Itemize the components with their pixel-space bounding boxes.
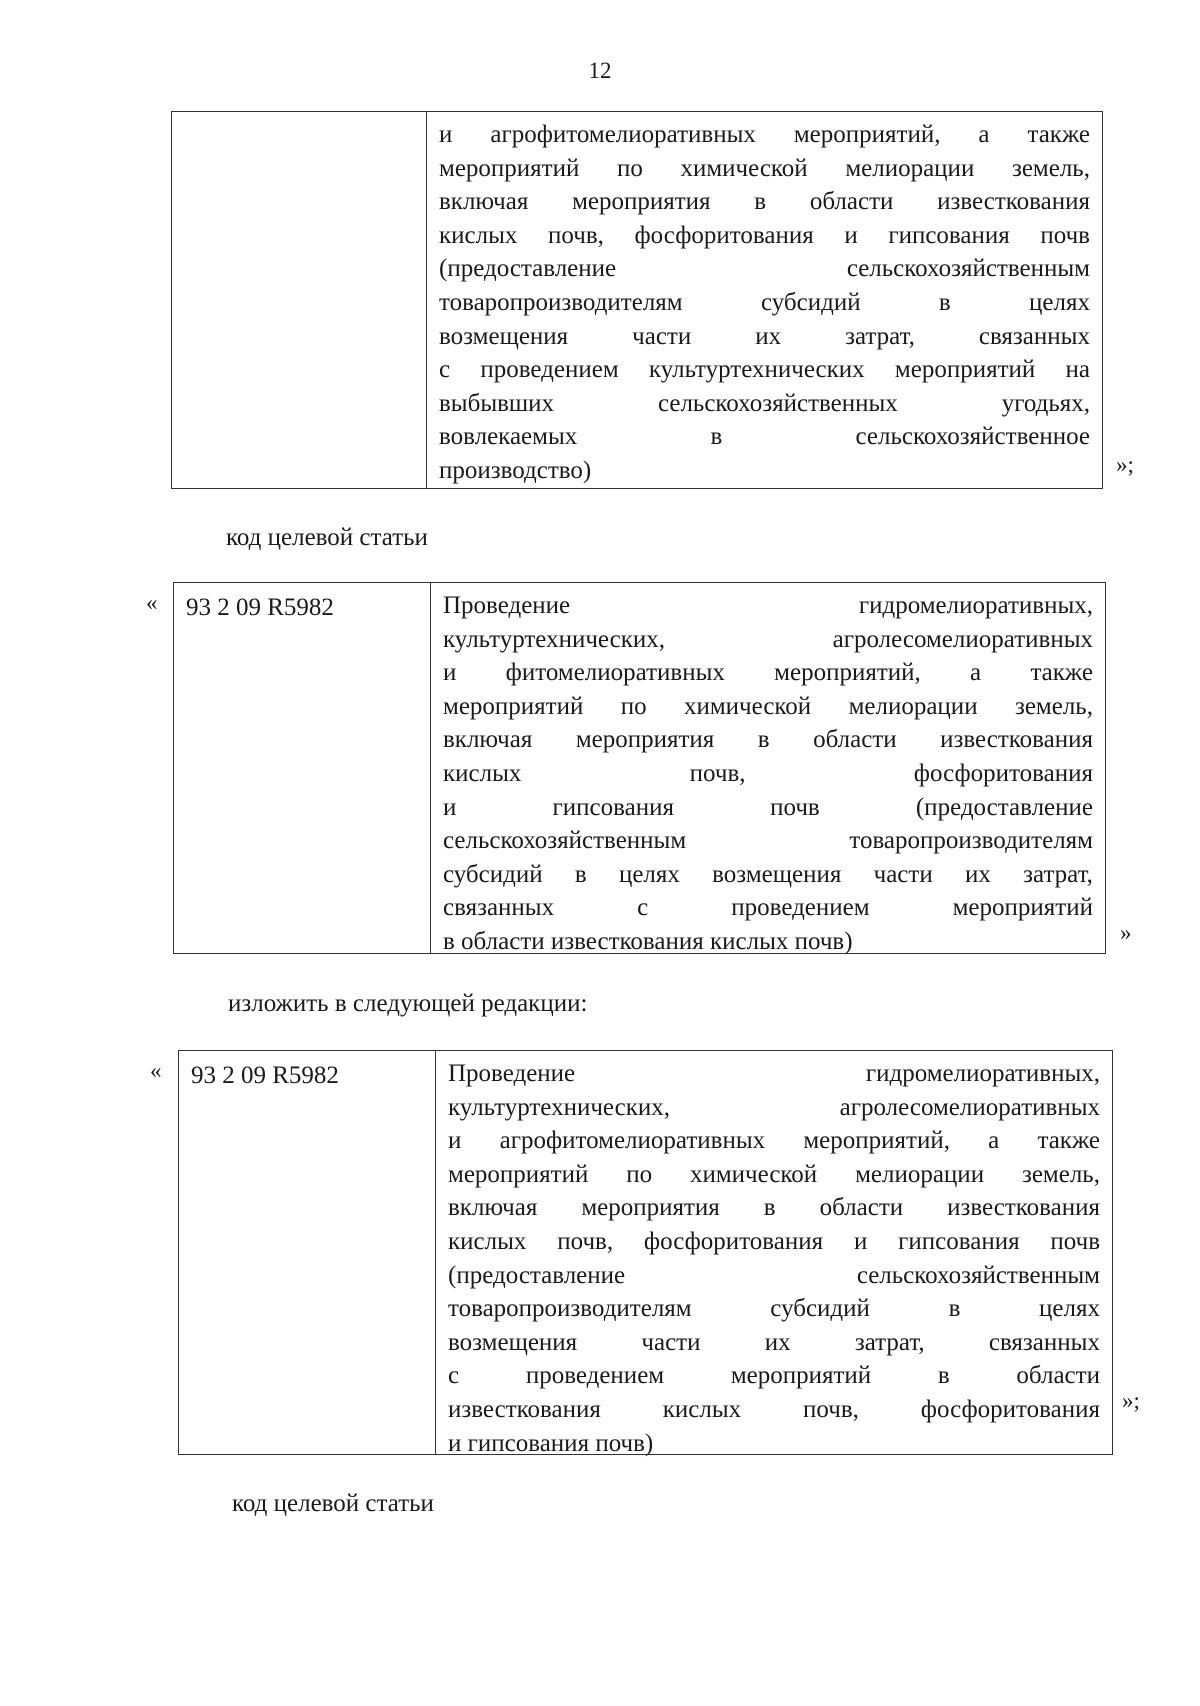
word: сельскохозяйственным [846, 255, 1090, 283]
word: гипсования [552, 793, 674, 821]
text-line [439, 219, 1090, 253]
word: области [813, 726, 897, 754]
word: кислых [443, 759, 522, 787]
text-line [439, 387, 1090, 421]
text-line [439, 320, 1090, 354]
word: сельскохозяйственное [855, 423, 1090, 451]
text-line [448, 1326, 1100, 1360]
word: и [439, 121, 453, 148]
text-line [448, 1292, 1100, 1326]
word: мероприятий, [803, 1127, 950, 1155]
text-line [439, 152, 1090, 186]
text-line [439, 420, 1090, 454]
word: мероприятий, [774, 659, 921, 687]
word: мероприятий [443, 692, 584, 720]
word: культуртехнических, [448, 1093, 670, 1121]
word: в [710, 423, 723, 451]
word: субсидий [770, 1295, 870, 1323]
text-line [448, 1124, 1100, 1158]
word: в области известкования кислых почв) [443, 927, 853, 955]
word: химической [680, 154, 808, 182]
word: мероприятий [439, 154, 580, 182]
word: возмещения [439, 322, 569, 350]
word: товаропроизводителям [448, 1295, 692, 1323]
word: с [439, 356, 451, 384]
word: включая [448, 1194, 538, 1222]
text-line [439, 252, 1090, 286]
word: (предоставление [915, 793, 1093, 821]
word: их [764, 1328, 791, 1356]
word: области [809, 188, 894, 216]
text-line [443, 589, 1093, 623]
word: культуртехнических [648, 356, 865, 384]
word: мелиорации [855, 1160, 985, 1188]
text-line [439, 353, 1090, 387]
text-line [448, 1359, 1100, 1393]
word: агролесомелиоративных [839, 1093, 1100, 1121]
text-line [448, 1091, 1100, 1125]
paragraph-new-edition: изложить в следующей редакции: [228, 990, 588, 1017]
text-line [443, 858, 1093, 892]
word: проведением [731, 894, 870, 922]
word: также [1027, 121, 1090, 148]
word: гидромелиоративных, [865, 1060, 1100, 1087]
word: в [763, 1194, 776, 1222]
text-line [448, 1393, 1100, 1427]
word: земель, [1021, 1160, 1100, 1188]
word: в [757, 726, 770, 754]
word: и [443, 793, 457, 821]
text-line [443, 623, 1093, 657]
word: включая [439, 188, 529, 216]
word: мероприятий, [793, 121, 941, 148]
word: фитомелиоративных [505, 659, 725, 687]
word: угодьях, [1001, 389, 1090, 417]
word: возмещения [712, 860, 842, 888]
text-line [448, 1191, 1100, 1225]
text-line [443, 690, 1093, 724]
word: мероприятия [572, 188, 711, 216]
word: связанных [988, 1328, 1100, 1356]
word: почв [770, 793, 820, 821]
text-line [443, 824, 1093, 858]
word: химической [683, 692, 812, 720]
text-line [439, 454, 1090, 488]
table-block-3 [178, 1050, 1113, 1455]
word: сельскохозяйственных [657, 389, 898, 417]
word: фосфоритования [913, 759, 1093, 787]
word: кислых [662, 1395, 742, 1423]
closing-quote: »; [1116, 452, 1134, 477]
word: мероприятий [894, 356, 1036, 384]
word: мероприятий [448, 1160, 589, 1188]
word: также [1037, 1127, 1100, 1155]
word: области [819, 1194, 904, 1222]
word: по [616, 154, 643, 182]
word: мероприятий [730, 1362, 872, 1390]
text-line [443, 925, 1093, 959]
word: Проведение [448, 1060, 576, 1087]
word: субсидий [760, 288, 861, 316]
word: почв, [557, 1227, 614, 1255]
description-cell [427, 112, 1102, 488]
word: на [1065, 356, 1090, 384]
text-line [448, 1427, 1100, 1461]
word: мероприятия [575, 726, 715, 754]
text-line [448, 1158, 1100, 1192]
word: и [448, 1127, 462, 1155]
word: сельскохозяйственным [856, 1261, 1100, 1289]
word: а [970, 659, 982, 687]
word: их [964, 860, 991, 888]
text-line [439, 286, 1090, 320]
word: целях [1039, 1295, 1100, 1323]
word: мелиорации [848, 692, 978, 720]
word: части [873, 860, 933, 888]
word: культуртехнических, [443, 625, 665, 653]
text-line [439, 185, 1090, 219]
word: сельскохозяйственным [443, 827, 687, 855]
word: известкования [448, 1395, 601, 1423]
word: мероприятий [952, 894, 1093, 922]
word: в [948, 1295, 961, 1323]
word: кислых [448, 1227, 527, 1255]
opening-quote: « [150, 1058, 162, 1083]
word: затрат, [1023, 860, 1093, 888]
word: включая [443, 726, 533, 754]
text-line [439, 118, 1090, 152]
word: выбывших [439, 389, 555, 417]
word: и [844, 221, 858, 249]
code-cell: 93 2 09 R5982 [179, 1051, 436, 1454]
word: субсидий [443, 860, 543, 888]
word: целях [618, 860, 680, 888]
word: также [1030, 659, 1093, 687]
word: с [448, 1362, 460, 1390]
word: Проведение [443, 592, 571, 619]
word: целях [1029, 288, 1090, 316]
word: проведением [480, 356, 619, 384]
word: фосфоритования [643, 1227, 824, 1255]
word: (предоставление [448, 1261, 626, 1289]
word: земель, [1014, 692, 1093, 720]
word: мелиорации [845, 154, 975, 182]
word: и гипсования почв) [448, 1429, 654, 1457]
word: в [574, 860, 587, 888]
word: их [755, 322, 782, 350]
opening-quote: « [146, 590, 158, 615]
word: проведением [525, 1362, 665, 1390]
table-block-2 [173, 582, 1106, 954]
word: по [626, 1160, 653, 1188]
description-cell [436, 1051, 1112, 1457]
word: части [632, 322, 692, 350]
word: мероприятия [581, 1194, 720, 1222]
word: агрофитомелиоративных [490, 121, 756, 148]
word: в [754, 188, 767, 216]
word: фосфоритования [920, 1395, 1100, 1423]
word: и [853, 1227, 868, 1255]
word: кислых [439, 221, 518, 249]
code-cell: 93 2 09 R5982 [174, 583, 431, 953]
word: затрат, [854, 1328, 925, 1356]
word: связанных [978, 322, 1090, 350]
word: (предоставление [439, 255, 617, 283]
word: и [443, 659, 457, 687]
closing-quote: »; [1122, 1388, 1140, 1413]
word: почв [1040, 221, 1090, 249]
word: агрофитомелиоративных [499, 1127, 766, 1155]
word: возмещения [448, 1328, 578, 1356]
word: области [1016, 1362, 1100, 1390]
word: в [937, 1362, 950, 1390]
word: почв, [803, 1395, 859, 1423]
word: вовлекаемых [439, 423, 578, 451]
text-line [443, 757, 1093, 791]
word: почв [1050, 1227, 1100, 1255]
word: гипсования [888, 221, 1010, 249]
text-line [443, 723, 1093, 757]
word: агролесомелиоративных [832, 625, 1093, 653]
word: производство) [439, 456, 592, 484]
text-line [448, 1057, 1100, 1091]
code-cell [172, 112, 427, 488]
closing-quote: » [1120, 920, 1132, 945]
text-line [443, 656, 1093, 690]
word: по [620, 692, 647, 720]
text-line [443, 891, 1093, 925]
word: известкования [937, 188, 1090, 216]
text-line [443, 791, 1093, 825]
word: затрат, [845, 322, 915, 350]
word: а [988, 1127, 1000, 1155]
text-line [448, 1225, 1100, 1259]
word: с [637, 894, 649, 922]
page-number: 12 [588, 58, 612, 83]
word: земель, [1011, 154, 1090, 182]
word: известкования [947, 1194, 1100, 1222]
word: гидромелиоративных, [858, 592, 1093, 619]
table-block-1 [171, 111, 1103, 489]
word: гипсования [898, 1227, 1020, 1255]
word: почв, [548, 221, 604, 249]
word: известкования [940, 726, 1093, 754]
word: а [978, 121, 990, 148]
word: связанных [443, 894, 555, 922]
word: в [938, 288, 951, 316]
text-line [448, 1259, 1100, 1293]
word: товаропроизводителям [849, 827, 1093, 855]
paragraph-target-code: код целевой статьи [226, 524, 428, 551]
word: химической [689, 1160, 818, 1188]
word: части [641, 1328, 701, 1356]
word: товаропроизводителям [439, 288, 683, 316]
word: фосфоритования [634, 221, 814, 249]
description-cell [431, 583, 1105, 953]
word: почв, [689, 759, 746, 787]
paragraph-target-code: код целевой статьи [232, 1490, 434, 1517]
